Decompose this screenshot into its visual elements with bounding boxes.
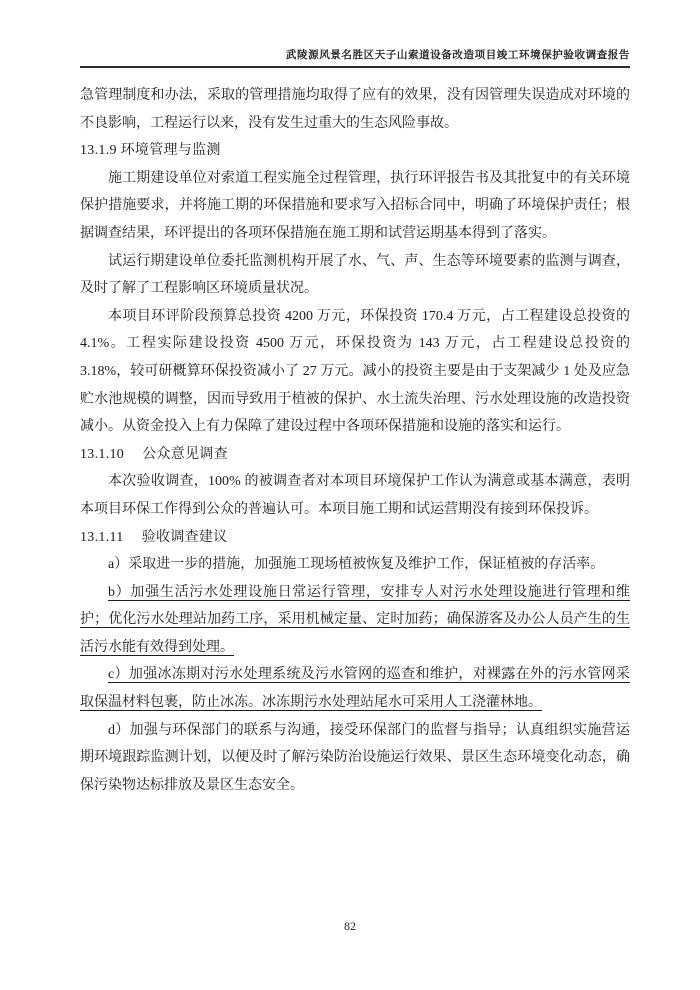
list-item-a: a）采取进一步的措施，加强施工现场植被恢复及维护工作，保证植被的存活率。: [108, 557, 605, 573]
section-heading-13-1-11: 13.1.11 验收调查建议: [80, 529, 228, 545]
paragraph-continuation: 急管理制度和办法，采取的管理措施均取得了应有的效果，没有因管理失误造成对环境的不良影响，工程运行以来，没有发生过重大的生态风险事故。: [80, 88, 630, 131]
document-body: [80, 82, 630, 799]
section-heading-13-1-9: 13.1.9 环境管理与监测: [80, 143, 221, 159]
list-item-b: b）加强生活污水处理设施日常运行管理，安排专人对污水处理设施进行管理和维护；优化污水处理站加药工序，采用机械定量、定时加药；确保游客及办公人员产生的生活污水能有效得到处理。: [80, 584, 630, 655]
paragraph: 本次验收调查，100% 的被调查者对本项目环境保护工作认为满意或基本满意，表明本项目环保工作得到公众的普遍认可。本项目施工期和试运营期没有接到环保投诉。: [80, 474, 630, 517]
paragraph: 试运行期建设单位委托监测机构开展了水、气、声、生态等环境要素的监测与调查，及时了解了工程影响区环境质量状况。: [80, 253, 630, 297]
page-number: 82: [344, 919, 356, 933]
page-footer: [0, 919, 700, 934]
list-item-d: d）加强与环保部门的联系与沟通，接受环保部门的监督与指导；认真组织实施营运期环境跟踪监测计划，以便及时了解污染防治设施运行效果、景区生态环境变化动态，确保污染物达标排放及景区生态安全。: [80, 722, 630, 793]
report-title: 武陵源风景名胜区天子山索道设备改造项目竣工环境保护验收调查报告: [285, 49, 630, 61]
header-divider: [80, 66, 630, 68]
section-heading-13-1-10: 13.1.10 公众意见调查: [80, 446, 228, 462]
page-header: [80, 0, 630, 68]
paragraph: 施工期建设单位对索道工程实施全过程管理，执行环评报告书及其批复中的有关环境保护措施要求，并将施工期的环保措施和要求写入招标合同中，明确了环境保护责任；根据调查结果，环评提出的各项环保措施在施工期和试营运期基本得到了落实。: [80, 170, 630, 241]
paragraph: 本项目环评阶段预算总投资 4200 万元，环保投资 170.4 万元，占工程建设总投资的 4.1%。工程实际建设投资 4500 万元，环保投资为 143 万元，占工程建设总投资的 3.18%，较可研概算环保投资减小了 27 万元。减小的投资主要是由于支架减少 1 处及应急贮水池规模的调整，因而导致用于植被的保护、水土流失治理、污水处理设施的改造投资减小。从资金投入上有力保障了建设过程中各项环保措施和设施的落实和运行。: [80, 308, 630, 435]
list-item-c: c）加强冰冻期对污水处理系统及污水管网的巡查和维护，对裸露在外的污水管网采取保温材料包裹，防止冰冻。冰冻期污水处理站尾水可采用人工浇灌林地。: [80, 667, 630, 711]
